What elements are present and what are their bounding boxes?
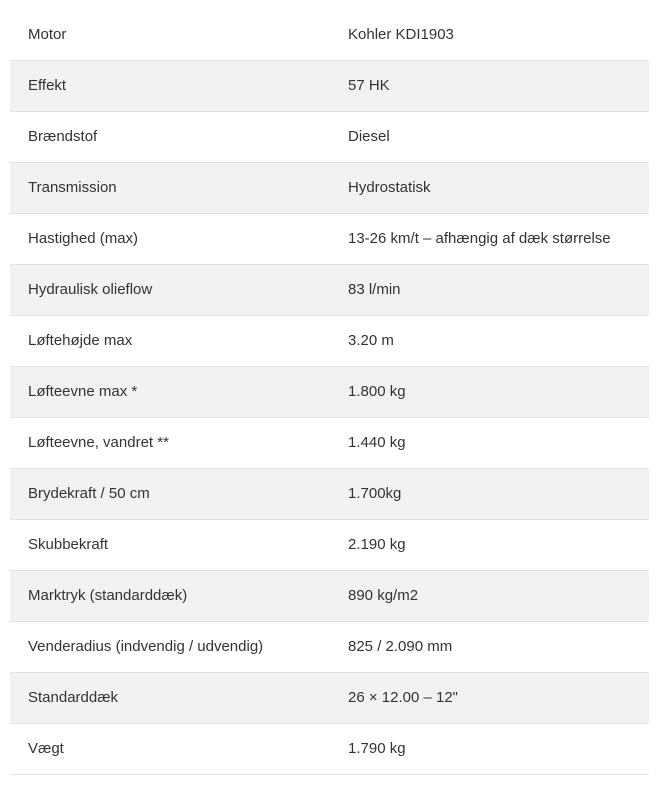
spec-label: Vægt [10, 724, 329, 775]
table-row [10, 367, 649, 418]
spec-value: Diesel [329, 112, 649, 163]
table-row [10, 571, 649, 622]
spec-value: 13-26 km/t – afhængig af dæk størrelse [329, 214, 649, 265]
spec-label: Hydraulisk olieflow [10, 265, 329, 316]
spec-table [10, 10, 649, 775]
spec-label: Løftehøjde max [10, 316, 329, 367]
spec-value: 83 l/min [329, 265, 649, 316]
table-row [10, 61, 649, 112]
table-row [10, 10, 649, 61]
spec-label: Skubbekraft [10, 520, 329, 571]
spec-value: 1.790 kg [329, 724, 649, 775]
table-row [10, 724, 649, 775]
spec-label: Transmission [10, 163, 329, 214]
table-row [10, 112, 649, 163]
spec-label: Standarddæk [10, 673, 329, 724]
spec-label: Marktryk (standarddæk) [10, 571, 329, 622]
spec-label: Hastighed (max) [10, 214, 329, 265]
spec-value: 1.800 kg [329, 367, 649, 418]
spec-value: 890 kg/m2 [329, 571, 649, 622]
spec-label: Effekt [10, 61, 329, 112]
spec-label: Brændstof [10, 112, 329, 163]
table-row [10, 265, 649, 316]
spec-label: Brydekraft / 50 cm [10, 469, 329, 520]
spec-label: Løfteevne, vandret ** [10, 418, 329, 469]
spec-label: Løfteevne max * [10, 367, 329, 418]
spec-value: 57 HK [329, 61, 649, 112]
table-row [10, 316, 649, 367]
spec-label: Venderadius (indvendig / udvendig) [10, 622, 329, 673]
spec-value: 3.20 m [329, 316, 649, 367]
table-row [10, 622, 649, 673]
spec-value: 1.440 kg [329, 418, 649, 469]
spec-value: Kohler KDI1903 [329, 10, 649, 61]
spec-value: 2.190 kg [329, 520, 649, 571]
table-row [10, 163, 649, 214]
spec-value: Hydrostatisk [329, 163, 649, 214]
table-row [10, 673, 649, 724]
table-row [10, 469, 649, 520]
spec-value: 26 × 12.00 – 12" [329, 673, 649, 724]
table-row [10, 214, 649, 265]
spec-value: 1.700kg [329, 469, 649, 520]
spec-label: Motor [10, 10, 329, 61]
spec-value: 825 / 2.090 mm [329, 622, 649, 673]
table-row [10, 520, 649, 571]
table-row [10, 418, 649, 469]
